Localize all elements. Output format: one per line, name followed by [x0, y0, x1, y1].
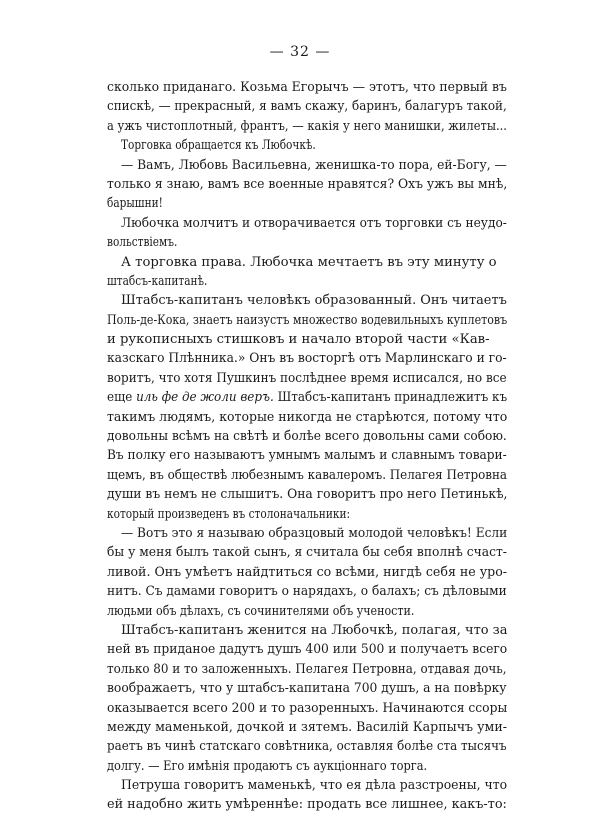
text-line: Штабсъ-капитанъ человѣкъ образованный. Онъ читаетъ: [121, 293, 507, 309]
text-line: сколько приданаго. Козьма Егорычъ — этотъ, что первый въ: [107, 80, 507, 95]
text-line: Любочка молчитъ и отворачивается отъ торговки съ неудо-: [121, 215, 507, 231]
text-line: еще иль фе де жоли веръ. Штабсъ-капитанъ принадлежитъ къ: [107, 390, 508, 406]
text-line: воображаетъ, что у штабсъ-капитана 700 душъ, а на повѣрку: [107, 681, 507, 697]
text-line: — Вотъ это я называю образцовый молодой человѣкъ! Если: [121, 525, 508, 541]
text-line: Петруша говоритъ маменькѣ, что ея дѣла разстроены, что: [121, 778, 508, 794]
text-line: барышни!: [107, 196, 163, 212]
text-line: оказывается всего 200 и то разоренныхъ. Начинаются ссоры: [107, 700, 508, 716]
text-line: воритъ, что хотя Пушкинъ послѣднее время исписался, но все: [107, 370, 507, 386]
text-line: — Вамъ, Любовь Васильевна, женишка-то пора, ей-Богу, —: [121, 157, 507, 173]
text-line: долгу. — Его имѣнія продаютъ съ аукціоннаго торга.: [107, 758, 428, 774]
page-number: — 32 —: [269, 44, 331, 60]
text-line: ей надобно жить умѣреннѣе: продать все лишнее, какъ-то:: [107, 797, 507, 813]
text-line: ней въ приданое дадутъ душъ 400 или 500 и получаетъ всего: [107, 642, 508, 658]
text-line: а ужъ чистоплотный, франтъ, — какія у него манишки, жилеты...: [107, 118, 507, 134]
text-line: бы у меня былъ такой сынъ, я считала бы себя вполнѣ счаст-: [107, 545, 507, 561]
text-line: ливой. Онъ умѣетъ найдтиться со всѣми, нигдѣ себя не уро-: [107, 564, 508, 580]
text-line: Поль-де-Кока, знаетъ наизустъ множество водевильныхъ куплетовъ: [107, 312, 508, 328]
text-line: Торговка обращается къ Любочкѣ.: [121, 138, 316, 154]
text-line: А торговка права. Любочка мечтаетъ въ эту минуту о: [121, 254, 497, 270]
text-line: довольны всѣмъ на свѣтѣ и болѣе всего довольны сами собою.: [107, 429, 507, 445]
text-line: между маменькой, дочкой и зятемъ. Василій Карпычъ уми-: [107, 719, 508, 735]
text-line: раетъ въ чинѣ статскаго совѣтника, оставляя болѣе ста тысячъ: [107, 739, 507, 755]
text-line: спискѣ, — прекрасный, я вамъ скажу, баринъ, балагуръ такой,: [107, 99, 507, 115]
text-line: только я знаю, вамъ все военные нравятся? Охъ ужъ вы мнѣ,: [107, 176, 508, 192]
text-line: штабсъ-капитанѣ.: [107, 273, 208, 289]
text-line: щемъ, въ обществѣ любезнымъ кавалеромъ. Пелагея Петровна: [107, 467, 508, 483]
text-line: который произведенъ въ столоначальники:: [107, 506, 351, 522]
text-line: такимъ людямъ, которые никогда не старѣются, потому что: [107, 409, 508, 425]
page-body-text: [107, 78, 507, 815]
text-line: казскаго Плѣнника.» Онъ въ восторгѣ отъ Марлинскаго и го-: [107, 351, 507, 367]
text-line: Штабсъ-капитанъ женится на Любочкѣ, полагая, что за: [121, 622, 508, 638]
text-line: и рукописныхъ стишковъ и начало второй части «Кав-: [107, 332, 490, 348]
text-line: вольствіемъ.: [107, 235, 178, 251]
text-line: Въ полку его называютъ умнымъ малымъ и славнымъ товари-: [107, 448, 507, 464]
text-line: души въ немъ не слышитъ. Она говоритъ про него Петинькѣ,: [107, 487, 508, 503]
text-line: только 80 и то заложенныхъ. Пелагея Петровна, отдавая дочь,: [107, 661, 507, 677]
text-line: людьми объ дѣлахъ, съ сочинителями объ учености.: [107, 603, 415, 619]
text-line: нитъ. Съ дамами говоритъ о нарядахъ, о балахъ; съ дѣловыми: [107, 584, 507, 600]
